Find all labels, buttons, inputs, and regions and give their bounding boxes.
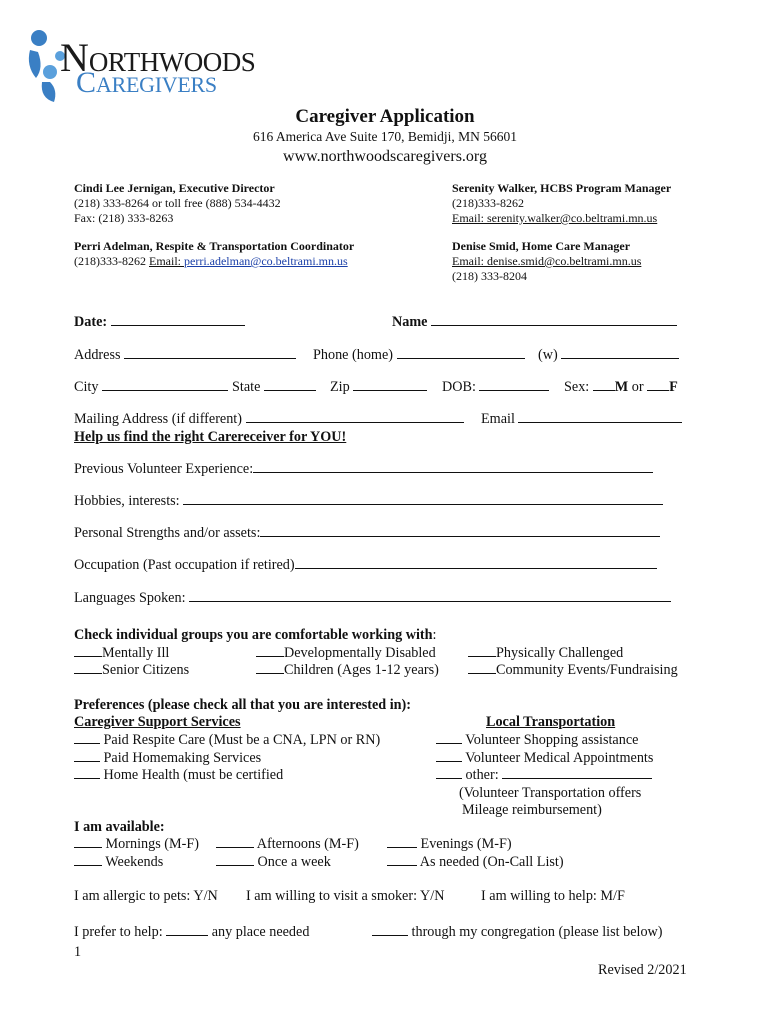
dob-field[interactable] — [479, 389, 549, 391]
availability-checkbox[interactable] — [74, 864, 102, 866]
hobbies-field[interactable] — [183, 503, 663, 505]
group-item[interactable]: Community Events/Fundraising — [468, 662, 678, 679]
mailing-address-field[interactable] — [246, 421, 464, 423]
sex-m-option: M — [614, 379, 629, 395]
email-link[interactable]: denise.smid@co.beltrami.mn.us — [487, 254, 642, 268]
groups-heading: Check individual groups you are comfortable working with: — [74, 627, 437, 643]
name-field[interactable] — [431, 324, 677, 326]
group-checkbox[interactable] — [468, 655, 496, 657]
any-place-option: any place needed — [211, 924, 310, 940]
contact-phone: (218)333-8262 — [74, 254, 149, 268]
occupation-label: Occupation (Past occupation if retired) — [74, 557, 657, 574]
mailing-address-label: Mailing Address (if different) — [74, 411, 464, 428]
availability-heading: I am available: — [74, 819, 165, 835]
date-label: Date: — [74, 314, 245, 331]
organization-address: 616 America Ave Suite 170, Bemidji, MN 56601 — [252, 129, 518, 144]
group-item[interactable]: Senior Citizens — [74, 662, 189, 679]
phone-work-label: (w) — [538, 347, 679, 364]
group-checkbox[interactable] — [74, 672, 102, 674]
state-field[interactable] — [264, 389, 316, 391]
contact-phone: (218)333-8262 — [452, 196, 524, 210]
transport-note: Mileage reimbursement) — [462, 802, 602, 818]
languages-field[interactable] — [189, 600, 671, 602]
transport-checkbox[interactable] — [436, 777, 462, 779]
pets-question: I am allergic to pets: Y/N — [74, 888, 218, 904]
support-item[interactable]: Home Health (must be certified — [74, 767, 283, 784]
availability-item[interactable]: Afternoons (M-F) — [216, 836, 359, 853]
logo — [24, 28, 254, 104]
transportation-heading: Local Transportation — [486, 714, 616, 730]
availability-item[interactable]: Evenings (M-F) — [387, 836, 512, 853]
availability-checkbox[interactable] — [216, 846, 254, 848]
availability-checkbox[interactable] — [216, 864, 254, 866]
group-checkbox[interactable] — [74, 655, 102, 657]
contact-phone: (218) 333-8264 or toll free (888) 534-4432 — [74, 196, 281, 210]
support-item[interactable]: Paid Respite Care (Must be a CNA, LPN or RN) — [74, 732, 380, 749]
email-link[interactable]: perri.adelman@co.beltrami.mn.us — [184, 254, 348, 268]
logo-initial-c: C — [76, 66, 97, 99]
hobbies-label: Hobbies, interests: — [74, 493, 663, 510]
city-field[interactable] — [102, 389, 228, 391]
address-field[interactable] — [124, 357, 296, 359]
phone-work-field[interactable] — [561, 357, 679, 359]
name-label: Name — [392, 314, 677, 331]
contact-name: Denise Smid, Home Care Manager — [452, 239, 631, 253]
contact-hcbs-manager — [452, 181, 671, 226]
smoker-question: I am willing to visit a smoker: Y/N — [246, 888, 445, 904]
dob-label: DOB: — [442, 379, 549, 396]
group-checkbox[interactable] — [468, 672, 496, 674]
logo-word-caregivers: AREGIVERS — [96, 72, 217, 97]
email-label: Email: — [149, 254, 184, 268]
availability-checkbox[interactable] — [387, 846, 417, 848]
transport-item[interactable]: other: — [436, 767, 652, 784]
email-label: Email: — [452, 211, 487, 225]
transport-item[interactable]: Volunteer Medical Appointments — [436, 750, 653, 767]
sex-f-option: F — [669, 379, 678, 395]
website-link[interactable]: www.northwoodscaregivers.org — [283, 148, 487, 165]
contact-fax: Fax: (218) 333-8263 — [74, 211, 174, 225]
address-label: Address — [74, 347, 296, 364]
support-checkbox[interactable] — [74, 777, 100, 779]
contact-name: Serenity Walker, HCBS Program Manager — [452, 181, 672, 195]
preferences-heading: Preferences (please check all that you are interested in): — [74, 697, 412, 713]
prefer-label: I prefer to help: any place needed — [74, 924, 310, 940]
support-checkbox[interactable] — [74, 760, 100, 762]
contact-respite-coordinator — [74, 239, 354, 269]
availability-item[interactable]: Once a week — [216, 854, 331, 871]
sex-f-field[interactable] — [647, 389, 669, 391]
city-label: City — [74, 379, 228, 396]
languages-label: Languages Spoken: — [74, 590, 671, 607]
email-label: Email: — [452, 254, 487, 268]
support-checkbox[interactable] — [74, 742, 100, 744]
state-label: State — [232, 379, 316, 396]
contact-name: Cindi Lee Jernigan, Executive Director — [74, 181, 275, 195]
availability-item[interactable]: Mornings (M-F) — [74, 836, 199, 853]
contact-phone: (218) 333-8204 — [452, 269, 527, 283]
help-heading: Help us find the right Carereceiver for YOU! — [74, 429, 347, 445]
zip-field[interactable] — [353, 389, 427, 391]
availability-checkbox[interactable] — [387, 864, 417, 866]
congregation-label: through my congregation (please list below) — [372, 924, 663, 941]
support-item[interactable]: Paid Homemaking Services — [74, 750, 261, 767]
previous-volunteer-label: Previous Volunteer Experience: — [74, 461, 653, 478]
group-item[interactable]: Children (Ages 1-12 years) — [256, 662, 439, 679]
phone-home-label: Phone (home) — [313, 347, 525, 364]
phone-home-field[interactable] — [397, 357, 525, 359]
contact-executive-director — [74, 181, 281, 226]
transport-checkbox[interactable] — [436, 760, 462, 762]
email-field[interactable] — [518, 421, 682, 423]
sex-m-field[interactable] — [593, 389, 615, 391]
group-checkbox[interactable] — [256, 655, 284, 657]
transport-item[interactable]: Volunteer Shopping assistance — [436, 732, 638, 749]
email-field-label: Email — [481, 411, 682, 428]
logo-word-northwoods: ORTHWOODS — [88, 47, 256, 77]
support-services-heading: Caregiver Support Services — [74, 714, 241, 730]
sex-label: Sex: M or F — [564, 379, 678, 395]
transport-checkbox[interactable] — [436, 742, 462, 744]
contact-home-care-manager — [452, 239, 641, 284]
any-place-field[interactable] — [166, 934, 208, 936]
group-item[interactable]: Developmentally Disabled — [256, 645, 436, 662]
group-checkbox[interactable] — [256, 672, 284, 674]
page-number: 1 — [74, 944, 82, 960]
group-item[interactable]: Physically Challenged — [468, 645, 623, 662]
previous-volunteer-field[interactable] — [253, 471, 653, 473]
revised-date: Revised 2/2021 — [598, 962, 687, 978]
date-field[interactable] — [111, 324, 245, 326]
group-item[interactable]: Mentally Ill — [74, 645, 169, 662]
availability-checkbox[interactable] — [74, 846, 102, 848]
occupation-field[interactable] — [295, 567, 657, 569]
zip-label: Zip — [330, 379, 427, 396]
strengths-field[interactable] — [260, 535, 660, 537]
availability-item[interactable]: As needed (On-Call List) — [387, 854, 564, 871]
email-link[interactable]: serenity.walker@co.beltrami.mn.us — [487, 211, 658, 225]
contact-name: Perri Adelman, Respite & Transportation Coordinator — [74, 239, 355, 253]
sex-or: or — [628, 379, 648, 395]
help-question: I am willing to help: M/F — [481, 888, 625, 904]
congregation-field[interactable] — [372, 934, 408, 936]
page-title: Caregiver Application — [295, 106, 475, 127]
transport-note: (Volunteer Transportation offers — [459, 785, 642, 801]
logo-initial-n: N — [60, 35, 89, 80]
strengths-label: Personal Strengths and/or assets: — [74, 525, 660, 542]
availability-item[interactable]: Weekends — [74, 854, 163, 871]
transport-other-field[interactable] — [502, 777, 652, 779]
